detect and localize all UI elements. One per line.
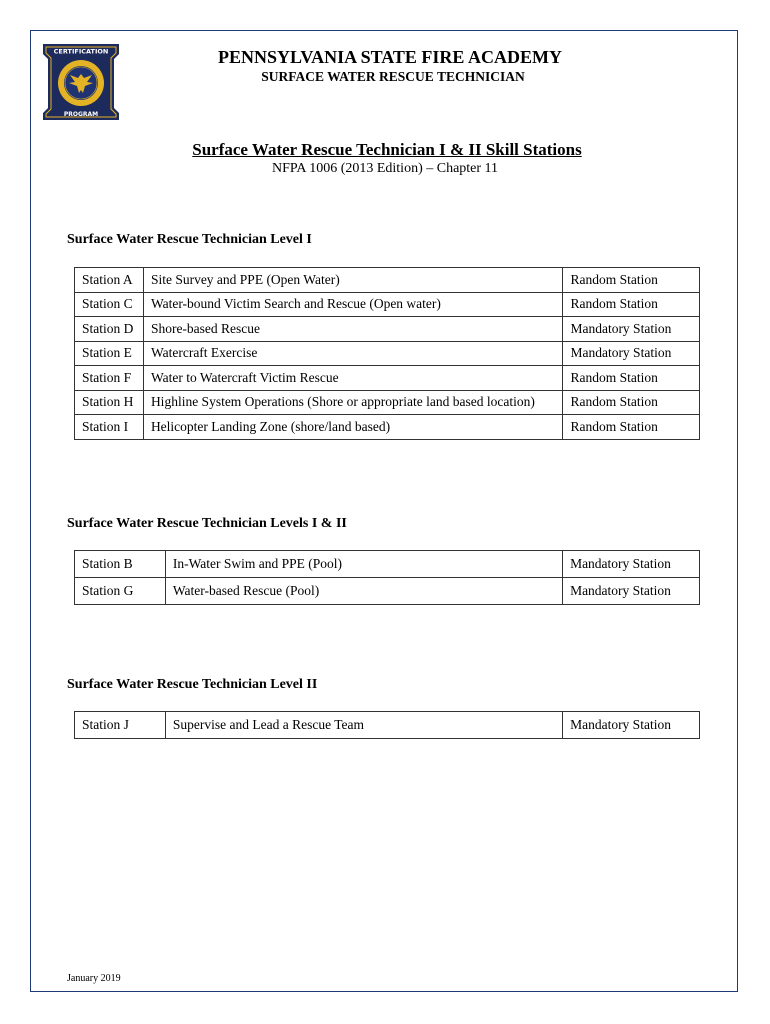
station-cell: Station D <box>75 317 144 342</box>
footer-date: January 2019 <box>67 973 121 984</box>
table-row <box>75 366 700 391</box>
station-type-cell: Random Station <box>563 390 700 415</box>
table-row <box>75 341 700 366</box>
table-row <box>75 578 700 605</box>
skill-cell: In-Water Swim and PPE (Pool) <box>165 551 562 578</box>
station-type-cell: Mandatory Station <box>563 712 700 739</box>
skill-cell: Water to Watercraft Victim Rescue <box>143 366 563 391</box>
table-row <box>75 390 700 415</box>
skill-cell: Water-bound Victim Search and Rescue (Open water) <box>143 292 563 317</box>
station-cell: Station E <box>75 341 144 366</box>
station-type-cell: Random Station <box>563 366 700 391</box>
section-heading-level-2: Surface Water Rescue Technician Level II <box>67 677 318 692</box>
table-row <box>75 415 700 440</box>
station-cell: Station F <box>75 366 144 391</box>
table-row <box>75 551 700 578</box>
program-name: SURFACE WATER RESCUE TECHNICIAN <box>261 69 525 84</box>
skill-cell: Supervise and Lead a Rescue Team <box>165 712 562 739</box>
station-type-cell: Mandatory Station <box>563 341 700 366</box>
skill-cell: Water-based Rescue (Pool) <box>165 578 562 605</box>
section-heading-level-1: Surface Water Rescue Technician Level I <box>67 232 312 247</box>
level-1-stations-table <box>74 267 700 440</box>
station-type-cell: Mandatory Station <box>563 317 700 342</box>
station-cell: Station A <box>75 268 144 293</box>
station-type-cell: Mandatory Station <box>563 578 700 605</box>
document-subtitle: NFPA 1006 (2013 Edition) – Chapter 11 <box>271 161 499 176</box>
table-row <box>75 268 700 293</box>
station-cell: Station B <box>75 551 166 578</box>
station-cell: Station G <box>75 578 166 605</box>
table-row <box>75 317 700 342</box>
skill-cell: Watercraft Exercise <box>143 341 563 366</box>
station-cell: Station I <box>75 415 144 440</box>
document-title: Surface Water Rescue Technician I & II Skill Stations <box>192 140 582 159</box>
station-type-cell: Random Station <box>563 292 700 317</box>
station-type-cell: Random Station <box>563 415 700 440</box>
skill-cell: Helicopter Landing Zone (shore/land based) <box>143 415 563 440</box>
station-cell: Station H <box>75 390 144 415</box>
station-type-cell: Random Station <box>563 268 700 293</box>
station-type-cell: Mandatory Station <box>563 551 700 578</box>
station-cell: Station C <box>75 292 144 317</box>
level-2-stations-table <box>74 711 700 739</box>
station-cell: Station J <box>75 712 166 739</box>
section-heading-levels-1-2: Surface Water Rescue Technician Levels I & II <box>67 516 347 531</box>
skill-cell: Highline System Operations (Shore or appropriate land based location) <box>143 390 563 415</box>
skill-cell: Site Survey and PPE (Open Water) <box>143 268 563 293</box>
table-row <box>75 292 700 317</box>
skill-cell: Shore-based Rescue <box>143 317 563 342</box>
logo-top-text: CERTIFICATION <box>53 47 109 56</box>
academy-name: PENNSYLVANIA STATE FIRE ACADEMY <box>218 47 562 67</box>
table-row <box>75 712 700 739</box>
logo-bottom-text: PROGRAM <box>63 111 99 118</box>
levels-1-2-stations-table <box>74 550 700 605</box>
